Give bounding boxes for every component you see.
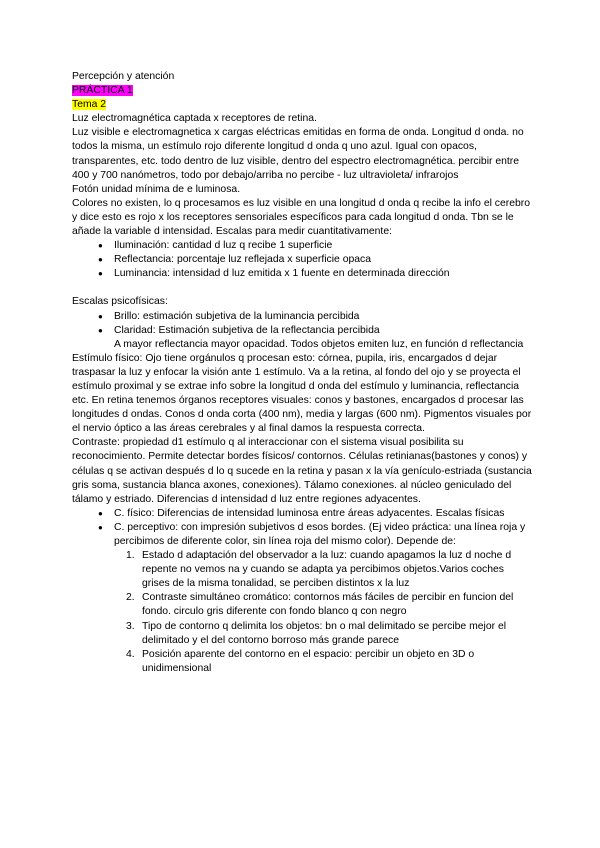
tema-heading xyxy=(72,98,534,112)
list-item-text: Claridad: Estimación subjetiva de la reflectancia percibida xyxy=(114,324,380,336)
item-text: Estado d adaptación del observador a la luz: cuando apagamos la luz d noche d repente no vemos na y cuando se adapta ya percibimos objetos.Varios coches grises de la misma tonalidad, se perciben distintos x la luz xyxy=(142,550,512,590)
list-item: ● C. físico: Diferencias de intensidad luminosa entre áreas adyacentes. Escalas físicas xyxy=(98,507,534,521)
list-item xyxy=(98,324,534,352)
item-number: 2. xyxy=(126,592,135,604)
numbered-item xyxy=(126,620,534,648)
contrast-list xyxy=(72,507,534,549)
item-text: Contraste simultáneo cromático: contornos más fáciles de percibir en funcion del fondo. circulo gris diferente con fondo blanco q con negro xyxy=(142,592,514,618)
list-item-text: Brillo: estimación subjetiva de la luminancia percibida xyxy=(114,310,360,322)
list-item: ● C. perceptivo: con impresión subjetivos d esos bordes. (Ej video práctica: una línea roja y percibimos de diferente color, sin línea roja del mismo color). Depende de: xyxy=(98,521,534,549)
item-text: Posición aparente del contorno en el espacio: percibir un objeto en 3D o unidimensional xyxy=(142,648,475,674)
item-number: 4. xyxy=(126,648,135,660)
list-item xyxy=(98,310,534,324)
item-number: 1. xyxy=(126,550,135,562)
list-item-note: A mayor reflectancia mayor opacidad. Todos objetos emiten luz, en función d reflectancia xyxy=(114,338,524,350)
tema-highlight: Tema 2 xyxy=(72,99,107,111)
depends-list xyxy=(72,549,534,676)
paragraph-luz-visible: Luz visible e electromagnetica x cargas eléctricas emitidas en forma de onda. Longitud d onda. no todos la misma, un estímulo rojo diferente longitud d onda q uno azul. Igual con opacos, transparentes, etc. todo dentro de luz visible, dentro del espectro electromagnética. percibir entre 400 y 700 nanómetros, todo por debajo/arriba no percibe - luz ultravioleta/ infrarojos xyxy=(72,127,524,181)
numbered-item xyxy=(126,549,534,591)
list-item: ● Luminancia: intensidad d luz emitida x 1 fuente en determinada dirección xyxy=(98,267,534,281)
document-title: Percepción y atención xyxy=(72,71,175,82)
paragraph-estimulo-fisico: Estímulo físico: Ojo tiene orgánulos q procesan esto: córnea, pupila, iris, encargados d dejar traspasar la luz y enfocar la visión ante 1 estímulo. Va a la retina, al fondo del ojo y se proyecta el estímulo proximal y se extrae info sobre la longitud d onda del estímulo y luminancia, reflectancia etc. En retina tenemos órganos receptores visuales: conos y bastones, encargados d procesar las longitudes d ondas. Conos d onda corta (400 nm), media y largas (600 nm). Pigmentos visuales por el nervio óptico a las áreas cerebrales y al final damos la respuesta correcta. xyxy=(72,352,532,435)
list-item: ● Reflectancia: porcentaje luz reflejada x superficie opaca xyxy=(98,253,534,267)
item-text: Tipo de contorno q delimita los objetos: bn o mal delimitado se percibe mejor el delimitado y el del contorno borroso más grande parece xyxy=(142,620,507,646)
item-number: 3. xyxy=(126,620,135,632)
numbered-item xyxy=(126,591,534,619)
psycho-scales-list xyxy=(72,310,534,352)
paragraph-luz-captada: Luz electromagnética captada x receptores de retina. xyxy=(72,113,317,125)
paragraph-colores: Colores no existen, lo q procesamos es luz visible en una longitud d onda q recibe la info el cerebro y dice esto es rojo x los receptores sensoriales específicos para cada longitud d onda. Tbn se le añade la variable d intensidad. Escalas para medir cuantitativamente: xyxy=(72,197,531,238)
numbered-item xyxy=(126,648,534,676)
list-item: ● Iluminación: cantidad d luz q recibe 1 superficie xyxy=(98,239,534,253)
practica-highlight: PRÁCTICA 1 xyxy=(72,85,133,97)
physical-scales-list xyxy=(72,239,534,281)
psycho-heading: Escalas psicofísicas: xyxy=(72,296,168,308)
paragraph-contraste: Contraste: propiedad d1 estímulo q al interaccionar con el sistema visual posibilita su reconocimiento. Permite detectar bordes físicos/ contornos. Células retinianas(bastones y conos) y células q se activan después d lo q sucede en la retina y pasan x la vía genículo-estriada (sustancia gris soma, sustancia blanca axones, conexiones). Tálamo conexiones. al núcleo geniculado del tálamo y estriado. Diferencias d intensidad d luz entre regiones adyacentes. xyxy=(72,437,532,505)
paragraph-foton: Fotón unidad mínima de e luminosa. xyxy=(72,183,241,195)
practica-heading xyxy=(72,84,534,98)
